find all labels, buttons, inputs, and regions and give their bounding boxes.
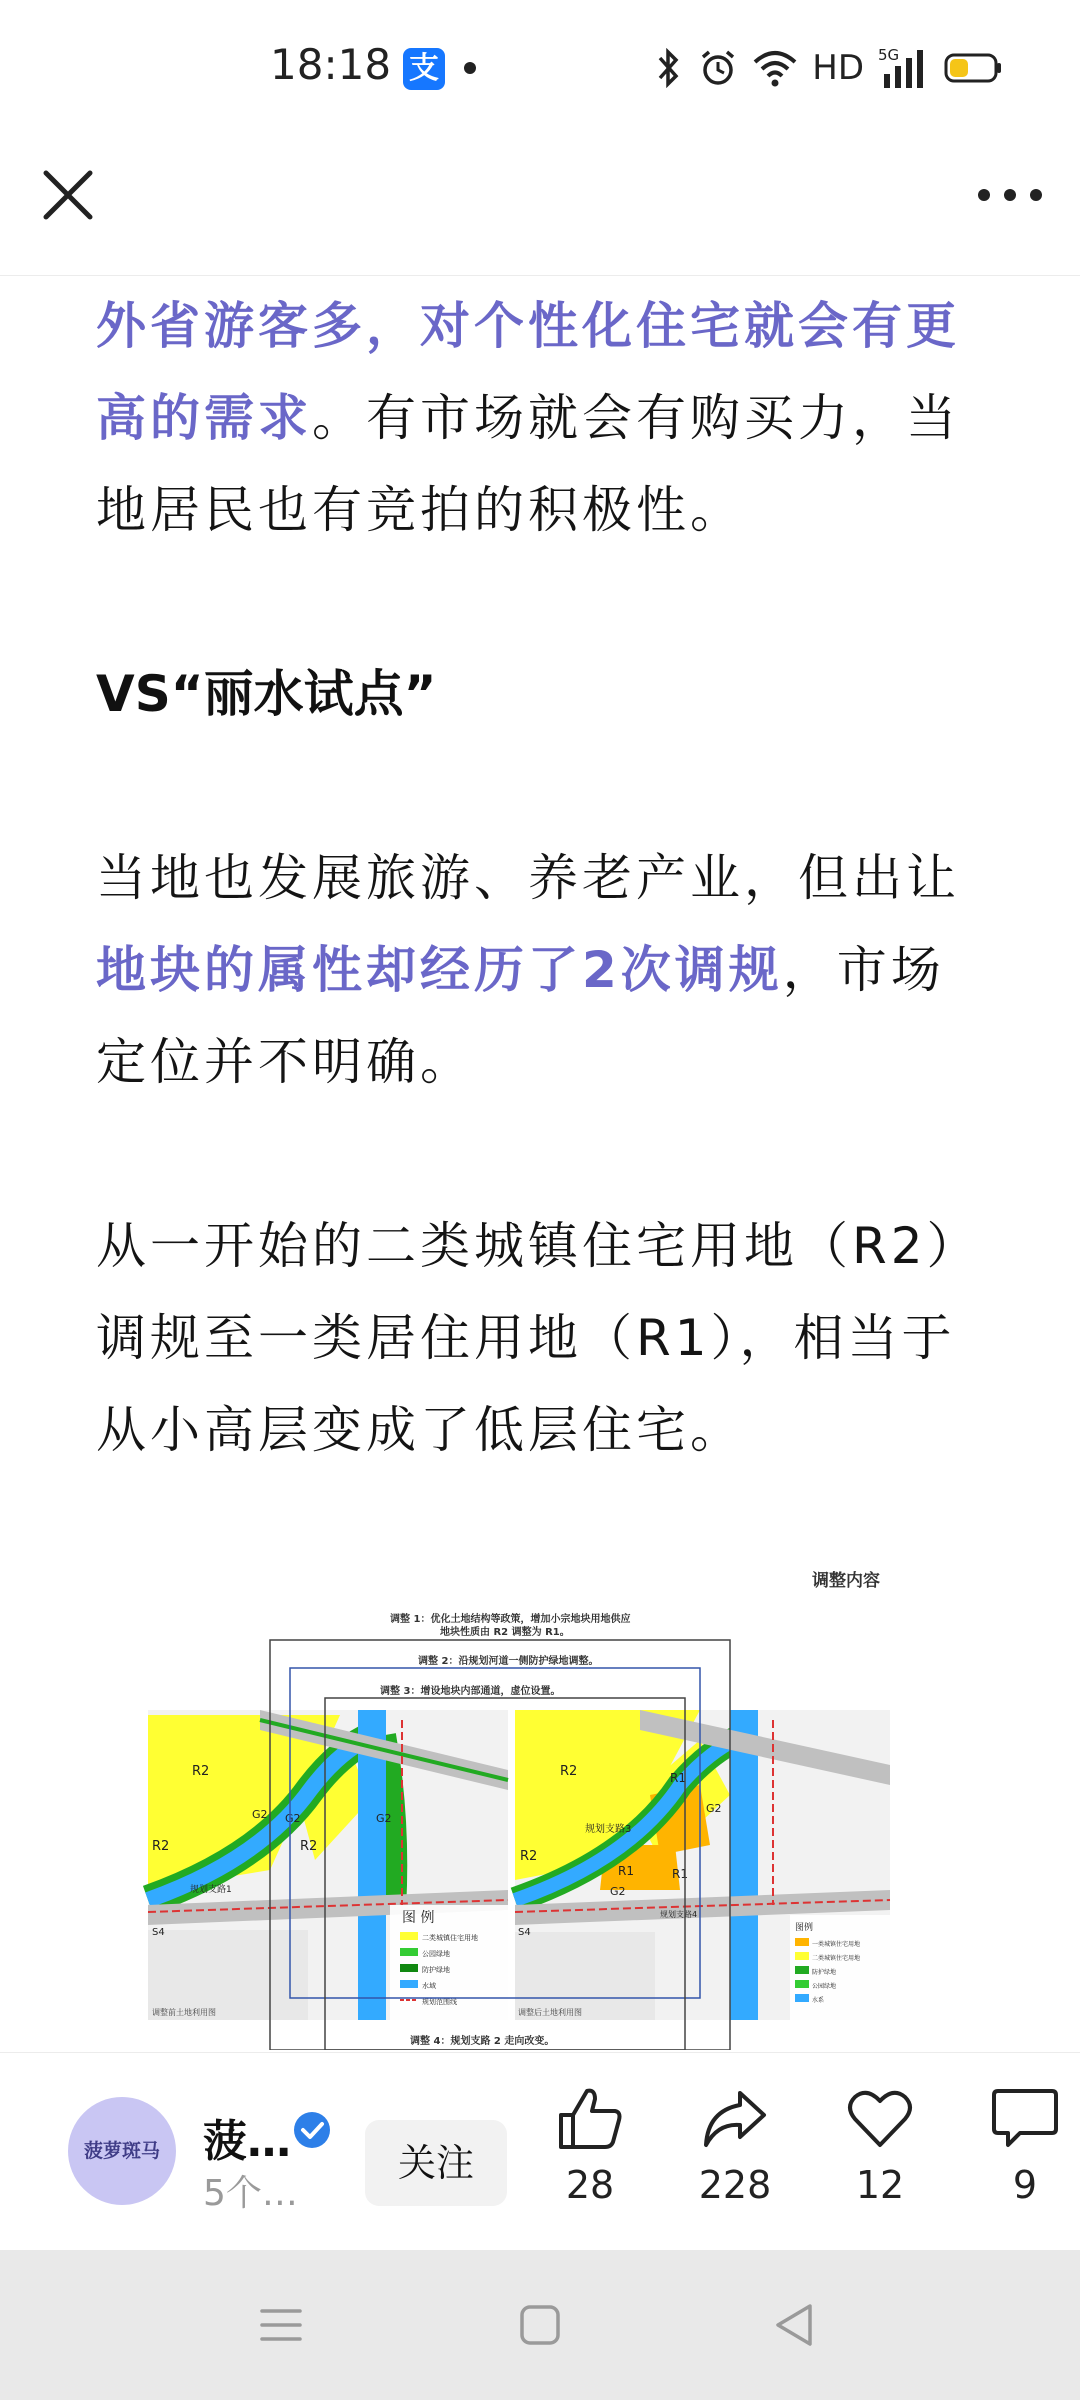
- label-s4: S4: [518, 1927, 531, 1938]
- paragraph-1: [96, 280, 996, 556]
- menu-icon[interactable]: [258, 2302, 304, 2348]
- alarm-icon: [698, 48, 738, 88]
- battery-icon: [944, 52, 1002, 84]
- status-bar: [0, 0, 1080, 130]
- label-r2: R2: [300, 1839, 318, 1854]
- paragraph-3: 从一开始的二类城镇住宅用地（R2）调规至一类居住用地（R1），相当于从小高层变成了低层住宅。: [96, 1217, 981, 1459]
- network-label: HD: [812, 48, 864, 88]
- system-nav-bar: [0, 2250, 1080, 2400]
- label-g2: G2: [610, 1885, 626, 1898]
- label-s4: S4: [152, 1927, 165, 1938]
- legend-item: 防护绿地: [812, 1969, 837, 1976]
- road-label: 规划支路3: [585, 1824, 632, 1835]
- label-r2: R2: [152, 1839, 170, 1854]
- favorite-button[interactable]: [820, 2085, 940, 2207]
- adjust-4-text: 调整 4：规划支路 2 走向改变。: [410, 2036, 555, 2047]
- paragraph-text: ，市场定位并不明确。: [96, 941, 945, 1091]
- highlight-text: 地块的属性却经历了2次调规: [96, 941, 783, 999]
- map-after: [515, 1710, 890, 2020]
- caption-after: 调整后土地利用图: [518, 2008, 582, 2017]
- favorite-count: 12: [855, 2163, 905, 2207]
- label-g2: G2: [376, 1812, 392, 1825]
- author-subtitle: 5个…: [203, 2173, 298, 2214]
- article-body: [96, 280, 996, 1476]
- verified-icon: [292, 2110, 332, 2150]
- legend-title: 图例: [795, 1923, 814, 1933]
- map-before: [148, 1710, 508, 2020]
- comment-button[interactable]: [965, 2085, 1080, 2207]
- adjust-1-text: 调整 1：优化土地结构等政策，增加小宗地块用地供应: [390, 1614, 631, 1625]
- adjust-1-text-b: 地块性质由 R2 调整为 R1。: [440, 1627, 570, 1638]
- alipay-icon: 支: [403, 48, 445, 90]
- share-button[interactable]: [675, 2085, 795, 2207]
- close-icon: [38, 165, 98, 225]
- status-time: 18:18: [270, 40, 392, 89]
- label-r1: R1: [672, 1867, 688, 1881]
- back-icon[interactable]: [772, 2300, 818, 2350]
- close-button[interactable]: [38, 165, 98, 225]
- signal-icon: [878, 46, 930, 90]
- caption-before: 调整前土地利用图: [152, 2008, 216, 2017]
- label-r2: R2: [560, 1764, 578, 1779]
- adjust-3-text: 调整 3：增设地块内部通道，虚位设置。: [380, 1686, 561, 1697]
- legend-item: 公园绿地: [812, 1983, 837, 1990]
- bluetooth-icon: [654, 48, 684, 88]
- label-r2: R2: [520, 1849, 538, 1864]
- label-g2: G2: [285, 1812, 301, 1825]
- label-g2: G2: [252, 1808, 268, 1821]
- figure-title: 调整内容: [812, 1571, 880, 1591]
- paragraph-text: 当地也发展旅游、养老产业，但出让: [96, 849, 960, 907]
- label-r1: R1: [618, 1864, 634, 1878]
- paragraph-text: 。有市场就会有购买力，当地居民也有竞拍的积极性。: [96, 389, 960, 539]
- legend-title: 图 例: [402, 1910, 435, 1926]
- author-name[interactable]: 菠…: [203, 2116, 291, 2167]
- top-bar: [0, 130, 1080, 276]
- home-icon[interactable]: [517, 2302, 563, 2348]
- label-g2: G2: [706, 1802, 722, 1815]
- legend-item: 公园绿地: [422, 1950, 450, 1958]
- legend-item: 一类城镇住宅用地: [812, 1941, 861, 1948]
- legend-item: 水系: [812, 1997, 825, 2004]
- road-label: 规划支路1: [190, 1885, 232, 1895]
- label-r2: R2: [192, 1764, 210, 1779]
- status-icons: [654, 44, 1002, 92]
- section-heading: VS“丽水试点”: [96, 665, 437, 723]
- label-r1: R1: [670, 1771, 686, 1785]
- share-icon: [700, 2085, 770, 2151]
- road-label: 规划支路4: [660, 1910, 698, 1919]
- signal-label: 5G: [878, 46, 900, 64]
- planning-map-figure[interactable]: [140, 1560, 900, 2050]
- like-button[interactable]: [530, 2085, 650, 2207]
- avatar[interactable]: 菠萝斑马: [68, 2097, 176, 2205]
- legend-item: 二类城镇住宅用地: [422, 1934, 478, 1942]
- legend-item: 规划范围线: [422, 1998, 457, 2006]
- adjust-2-text: 调整 2：沿规划河道一侧防护绿地调整。: [418, 1656, 599, 1667]
- wifi-icon: [752, 48, 798, 88]
- legend-item: 二类城镇住宅用地: [812, 1955, 861, 1962]
- more-button[interactable]: [970, 170, 1050, 220]
- share-count: 228: [698, 2163, 772, 2207]
- more-icon: [970, 170, 1050, 220]
- comment-icon: [990, 2085, 1060, 2151]
- thumbs-up-icon: [555, 2085, 625, 2151]
- highlight-text: 外省游客多，对个性化住宅就会有更高的需求: [96, 297, 960, 447]
- like-count: 28: [565, 2163, 615, 2207]
- comment-count: 9: [1012, 2163, 1038, 2207]
- bottom-action-bar: [0, 2052, 1080, 2251]
- legend-item: 水域: [422, 1982, 436, 1990]
- paragraph-2: [96, 832, 996, 1108]
- follow-button[interactable]: 关注: [365, 2120, 507, 2206]
- legend-item: 防护绿地: [422, 1966, 450, 1974]
- heart-icon: [845, 2085, 915, 2151]
- notification-dot: [464, 62, 476, 74]
